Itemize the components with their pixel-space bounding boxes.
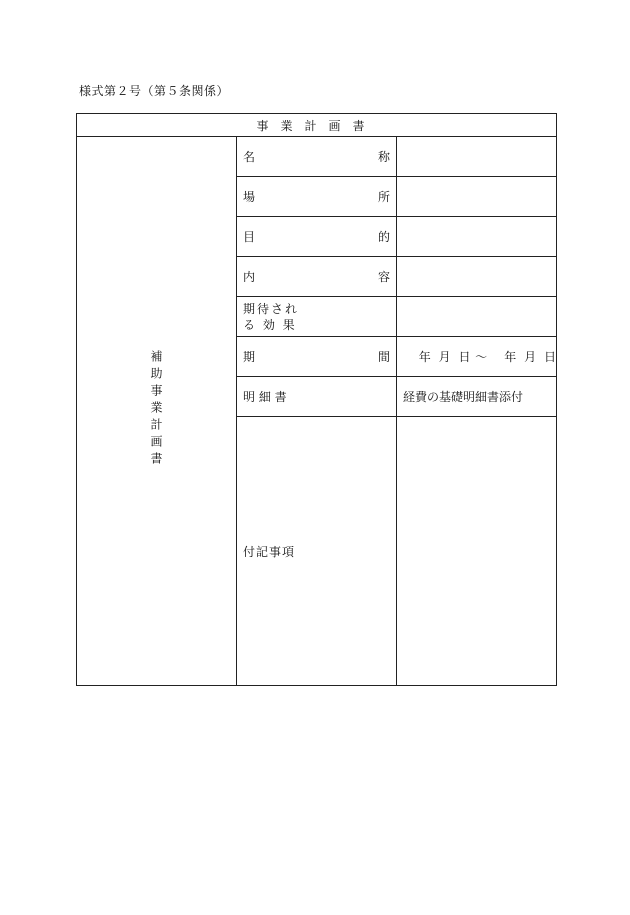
name-field[interactable] [397, 137, 557, 177]
start-year-unit: 年 [418, 350, 431, 364]
start-month-unit: 月 [438, 350, 451, 364]
content-label: 内 容 [237, 257, 397, 297]
name-label: 名 称 [237, 137, 397, 177]
statement-field[interactable]: 経費の基礎明細書添付 [397, 377, 557, 417]
purpose-field[interactable] [397, 217, 557, 257]
period-field[interactable] [397, 337, 557, 377]
notes-field[interactable] [397, 417, 557, 686]
expected-effect-field[interactable] [397, 297, 557, 337]
table-title: 事業計画書 [77, 114, 557, 137]
period-tilde: ～ [475, 350, 488, 364]
location-label: 場 所 [237, 177, 397, 217]
end-day-unit: 日 [544, 350, 557, 364]
start-day-unit: 日 [458, 350, 471, 364]
statement-label: 明 細 書 [237, 377, 397, 417]
expected-effect-label: 期待され る 効 果 [237, 297, 397, 337]
location-field[interactable] [397, 177, 557, 217]
notes-label: 付記事項 [237, 417, 397, 686]
end-year-unit: 年 [504, 350, 517, 364]
section-label-cell [77, 137, 237, 686]
content-field[interactable] [397, 257, 557, 297]
period-label: 期 間 [237, 337, 397, 377]
purpose-label: 目 的 [237, 217, 397, 257]
end-month-unit: 月 [524, 350, 537, 364]
section-label: 補助事業計画書 [149, 350, 163, 469]
form-number: 様式第２号（第５条関係） [79, 84, 230, 98]
business-plan-table [76, 113, 557, 686]
